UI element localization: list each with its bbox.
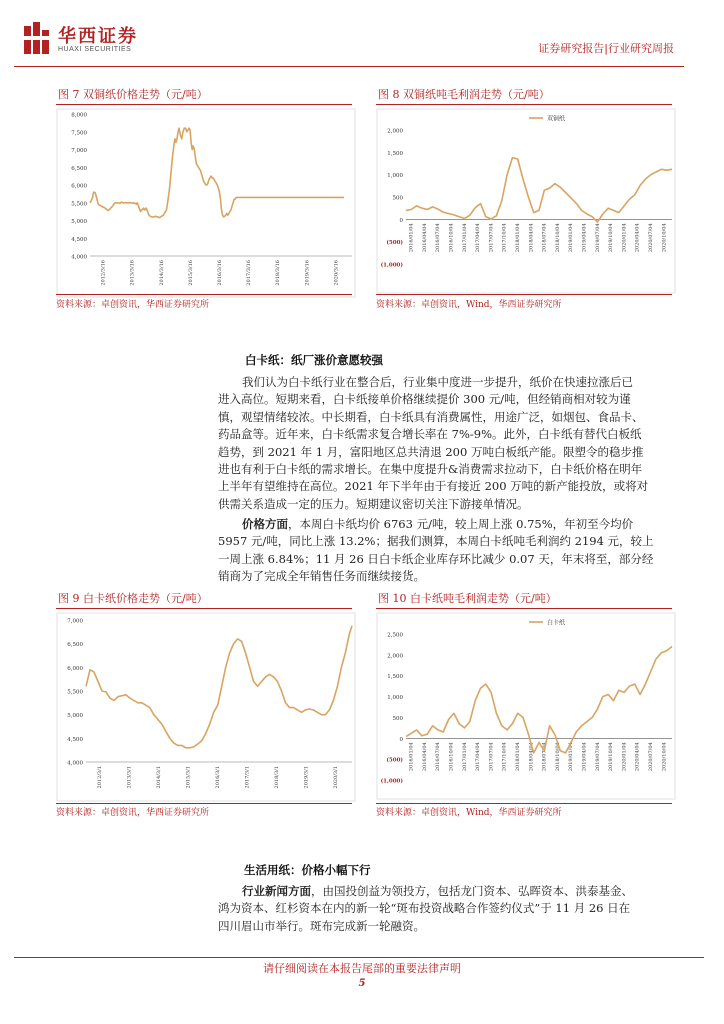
y-tick-label: 500 [392, 715, 403, 722]
x-tick-label: 2020/04/04 [634, 223, 641, 253]
fig10-title-rule [376, 608, 672, 609]
y-tick-label: 4,000 [67, 760, 83, 767]
para1-line: 上半年有望维持在高位。2021 年下半年由于有接近 200 万吨的新产能投放，或将对 [218, 479, 649, 494]
paragraph-industry-news [218, 883, 688, 935]
fig7-title: 图 7 双铜纸价格走势（元/吨） [58, 88, 208, 101]
legal-notice: 请仔细阅读在本报告尾部的重要法律声明 [263, 962, 461, 975]
fig8-title: 图 8 双铜纸吨毛利润走势（元/吨） [378, 88, 550, 101]
x-tick-label: 2019/07/04 [594, 742, 601, 772]
y-tick-label: 6,000 [67, 665, 83, 672]
para1-line: 进入高位。短期来看，白卡纸接单价格继续提价 300 元/吨，但经销商相对较为谨 [218, 392, 631, 407]
legend-label: 白卡纸 [547, 619, 566, 627]
x-tick-label: 2014/3/1 [155, 766, 162, 789]
para1-line: 供需关系造成一定的压力。短期建议密切关注下游接单情况。 [218, 496, 529, 511]
fig7-source: 资料来源：卓创资讯，华西证券研究所 [56, 300, 210, 310]
y-tick-label: 2,000 [387, 653, 403, 660]
x-tick-label: 2019/04/04 [581, 742, 588, 772]
para1-line: 趋势，到 2021 年 1 月，富阳地区总共清退 200 万吨白板纸产能。限塑令的稳步推 [218, 444, 644, 459]
x-tick-label: 2019/07/04 [594, 223, 601, 253]
footer-divider [14, 957, 704, 958]
report-type: 证券研究报告|行业研究周报 [538, 42, 674, 55]
para2-line: 一周上涨 6.84%；11 月 26 日白卡纸企业库存环比减少 0.07 天，年末将至，部分经 [218, 551, 654, 566]
x-tick-label: 2018/04/04 [528, 223, 535, 253]
x-tick-label: 2019/01/04 [568, 742, 575, 772]
x-tick-label: 2016/01/04 [408, 223, 415, 253]
y-tick-label: (1,000) [380, 262, 403, 269]
y-tick-label: 6,500 [67, 642, 83, 649]
x-tick-label: 2020/04/04 [634, 742, 641, 772]
x-tick-label: 2020/07/04 [648, 742, 655, 772]
series-line [86, 626, 352, 748]
x-tick-label: 2016/07/04 [435, 223, 442, 253]
page-number: 5 [358, 978, 366, 989]
y-tick-label: (500) [386, 240, 403, 247]
fig8-bottom-rule [376, 294, 672, 295]
fig9-title-rule [56, 608, 352, 609]
para1-line: 药品盒等。近年来，白卡纸需求复合增长率在 7%-9%。此外，白卡纸有替代白板纸 [218, 427, 642, 442]
x-tick-label: 2012/3/1 [96, 766, 103, 789]
y-tick-label: 5,500 [67, 689, 83, 696]
x-tick-label: 2015/3/1 [185, 766, 192, 789]
y-tick-label: 2,500 [387, 632, 403, 639]
x-tick-label: 2019/10/04 [608, 223, 615, 253]
x-tick-label: 2019/04/04 [581, 223, 588, 253]
x-tick-label: 2019/01/04 [568, 223, 575, 253]
x-tick-label: 2015/3/16 [187, 260, 194, 286]
x-tick-label: 2017/04/04 [475, 223, 482, 253]
x-tick-label: 2020/10/04 [661, 742, 668, 772]
x-tick-label: 2018/07/04 [541, 742, 548, 772]
x-tick-label: 2018/07/04 [541, 223, 548, 253]
y-tick-label: 7,500 [71, 130, 87, 137]
y-tick-label: 7,000 [67, 618, 83, 625]
huaxi-logo-icon [24, 22, 50, 54]
logo-text-en: HUAXI SECURITIES [58, 46, 132, 53]
x-tick-label: 2019/10/04 [608, 742, 615, 772]
x-tick-label: 2014/3/16 [158, 260, 165, 286]
paragraph-price [218, 516, 688, 586]
fig9-chart [56, 612, 356, 802]
paragraph-white-card-outlook [218, 374, 688, 513]
x-tick-label: 2016/04/04 [421, 742, 428, 772]
x-tick-label: 2017/04/04 [475, 742, 482, 772]
para3-line: ，由国投创益为领投方，包括龙门资本、弘晖资本、洪泰基金、 [311, 884, 633, 898]
para3-line: 四川眉山市举行。斑布完成新一轮融资。 [218, 918, 425, 933]
y-tick-label: 5,000 [67, 713, 83, 720]
x-tick-label: 2018/3/16 [275, 260, 282, 286]
para2-line: 5957 元/吨，同比上涨 13.2%；据我们测算，本周白卡纸吨毛利润约 2194 元，较上 [218, 534, 654, 549]
x-tick-label: 2019/3/1 [303, 766, 310, 789]
para1-line: 我们认为白卡纸行业在整合后，行业集中度进一步提升，纸价在快速拉涨后已 [242, 375, 633, 389]
x-tick-label: 2018/01/04 [515, 742, 522, 772]
series-line [406, 158, 672, 222]
x-tick-label: 2016/3/16 [217, 260, 223, 286]
x-tick-label: 2012/3/16 [100, 260, 107, 286]
fig8-title-rule [376, 104, 672, 105]
x-tick-label: 2017/10/04 [501, 223, 508, 253]
y-tick-label: 8,000 [71, 112, 87, 119]
series-line [406, 647, 672, 753]
x-tick-label: 2017/07/04 [488, 223, 495, 253]
para3-line: 鸿为资本、红杉资本在内的新一轮“斑布投资战略合作签约仪式”于 11 月 26 日在 [218, 901, 631, 916]
y-tick-label: 1,500 [387, 150, 403, 157]
fig7-bottom-rule [56, 294, 352, 295]
x-tick-label: 2013/3/1 [126, 766, 133, 789]
y-tick-label: 7,000 [71, 148, 87, 154]
fig7-chart [56, 108, 356, 298]
x-tick-label: 2018/3/1 [274, 766, 281, 789]
para1-line: 进也有利于白卡纸的需求增长。在集中度提升&消费需求拉动下，白卡纸价格在明年 [218, 462, 643, 477]
fig9-source: 资料来源：卓创资讯，华西证券研究所 [56, 808, 210, 818]
x-tick-label: 2017/01/04 [461, 223, 468, 253]
x-tick-label: 2017/10/04 [501, 742, 508, 772]
y-tick-label: 1,000 [387, 173, 403, 180]
x-tick-label: 2017/3/16 [246, 260, 253, 286]
chart-frame [377, 109, 675, 293]
legend-label: 双铜纸 [547, 115, 566, 123]
x-tick-label: 2019/3/16 [304, 260, 311, 286]
y-tick-label: (500) [386, 757, 403, 764]
section-heading-tissue: 生活用纸：价格小幅下行 [244, 863, 371, 877]
x-tick-label: 2020/10/04 [661, 223, 668, 253]
fig8-chart [376, 108, 676, 294]
y-tick-label: 0 [399, 217, 403, 224]
fig9-bottom-rule [56, 803, 352, 804]
x-tick-label: 2020/01/04 [621, 742, 628, 772]
x-tick-label: 2016/07/04 [435, 742, 442, 772]
x-tick-label: 2016/01/04 [408, 742, 415, 772]
y-tick-label: 5,000 [71, 219, 87, 225]
x-tick-label: 2017/01/04 [461, 742, 468, 772]
y-tick-label: 1,000 [387, 695, 403, 702]
y-tick-label: 4,500 [67, 736, 83, 743]
fig8-source: 资料来源：卓创资讯，Wind，华西证券研究所 [376, 300, 562, 310]
para2-bold-lead: 价格方面 [242, 517, 288, 531]
y-tick-label: 1,500 [387, 674, 403, 681]
y-tick-label: (1,000) [380, 778, 403, 785]
y-tick-label: 4,000 [71, 254, 87, 261]
x-tick-label: 2018/01/04 [515, 223, 522, 253]
fig10-chart [376, 612, 676, 800]
fig7-title-rule [56, 104, 352, 105]
section-heading-white-card: 白卡纸：纸厂涨价意愿较强 [245, 353, 383, 367]
x-tick-label: 2013/3/16 [129, 260, 136, 286]
x-tick-label: 2018/10/04 [554, 742, 561, 772]
y-tick-label: 0 [399, 736, 403, 743]
x-tick-label: 2020/07/04 [648, 223, 655, 253]
x-tick-label: 2020/01/04 [621, 223, 628, 253]
y-tick-label: 500 [392, 195, 403, 202]
fig10-bottom-rule [376, 803, 672, 804]
para3-bold-lead: 行业新闻方面 [242, 884, 311, 898]
fig10-title: 图 10 白卡纸吨毛利润走势（元/吨） [378, 592, 557, 605]
x-tick-label: 2017/07/04 [488, 742, 495, 772]
y-tick-label: 6,500 [71, 165, 87, 172]
x-tick-label: 2016/10/04 [448, 223, 455, 253]
x-tick-label: 2018/10/04 [554, 223, 561, 253]
y-tick-label: 5,500 [71, 201, 87, 208]
y-tick-label: 2,000 [387, 128, 403, 135]
para1-line: 慎，观望情绪较浓。中长期看，白卡纸具有消费属性，用途广泛，如烟包、食品卡、 [218, 409, 644, 424]
y-tick-label: 6,000 [71, 183, 87, 190]
x-tick-label: 2016/3/1 [215, 766, 221, 789]
logo-text-cn: 华西证券 [58, 26, 138, 47]
x-tick-label: 2020/3/16 [333, 260, 340, 286]
y-tick-label: 4,500 [71, 236, 87, 243]
para2-line: 销商为了完成全年销售任务而继续接货。 [218, 569, 425, 584]
x-tick-label: 2016/10/04 [448, 742, 455, 772]
x-tick-label: 2017/3/1 [244, 766, 251, 789]
x-tick-label: 2020/3/1 [333, 766, 340, 789]
x-tick-label: 2018/04/04 [528, 742, 535, 772]
fig9-title: 图 9 白卡纸价格走势（元/吨） [58, 592, 208, 605]
x-tick-label: 2016/04/04 [421, 223, 428, 253]
header-divider [14, 66, 684, 67]
para2-line: ，本周白卡纸均价 6763 元/吨，较上周上涨 0.75%，年初至今均价 [288, 517, 634, 531]
series-line [90, 128, 344, 218]
fig10-source: 资料来源：卓创资讯，Wind，华西证券研究所 [376, 808, 562, 818]
